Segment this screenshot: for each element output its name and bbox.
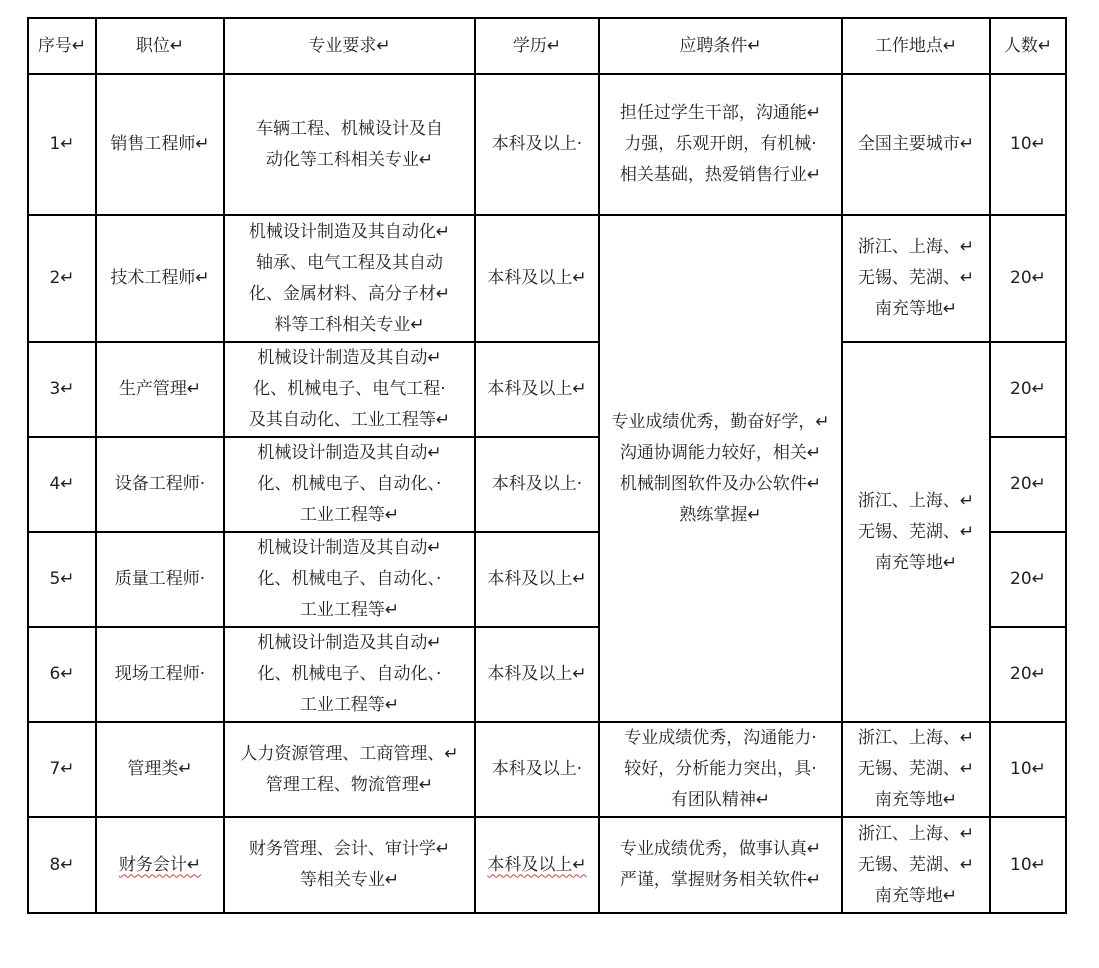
spellcheck-underlined-text: 本科及以上↵ (487, 854, 587, 875)
cell-no: 1↵ (28, 74, 96, 215)
cell-major: 机械设计制造及其自动↵ 化、机械电子、自动化、· 工业工程等↵ (224, 437, 475, 532)
cell-count: 10↵ (990, 722, 1066, 817)
cell-count: 20↵ (990, 342, 1066, 437)
cell-education: 本科及以上· (475, 722, 599, 817)
cell-position: 销售工程师↵ (96, 74, 224, 215)
cell-location: 浙江、上海、↵ 无锡、芜湖、↵ 南充等地↵ (842, 722, 990, 817)
table-row (28, 722, 1066, 817)
cell-location-shared: 浙江、上海、↵ 无锡、芜湖、↵ 南充等地↵ (842, 342, 990, 722)
spellcheck-underlined-text: 财务会计↵ (118, 854, 202, 875)
cell-position: 设备工程师· (96, 437, 224, 532)
table-row (28, 817, 1066, 913)
cell-no: 3↵ (28, 342, 96, 437)
cell-position: 质量工程师· (96, 532, 224, 627)
cell-location: 浙江、上海、↵ 无锡、芜湖、↵ 南充等地↵ (842, 215, 990, 342)
cell-no: 6↵ (28, 627, 96, 722)
cell-count: 20↵ (990, 215, 1066, 342)
cell-education: 本科及以上· (475, 74, 599, 215)
cell-no: 7↵ (28, 722, 96, 817)
cell-major: 财务管理、会计、审计学↵ 等相关专业↵ (224, 817, 475, 913)
recruitment-table (27, 17, 1067, 914)
cell-no: 2↵ (28, 215, 96, 342)
header-location: 工作地点↵ (842, 18, 990, 74)
header-position: 职位↵ (96, 18, 224, 74)
cell-conditions-shared: 专业成绩优秀，勤奋好学，↵ 沟通协调能力较好，相关↵ 机械制图软件及办公软件↵ 熟练掌握↵ (599, 215, 842, 722)
cell-no: 4↵ (28, 437, 96, 532)
cell-major: 机械设计制造及其自动↵ 化、机械电子、自动化、· 工业工程等↵ (224, 627, 475, 722)
cell-count: 20↵ (990, 532, 1066, 627)
cell-major: 车辆工程、机械设计及自 动化等工科相关专业↵ (224, 74, 475, 215)
cell-education: 本科及以上· (475, 437, 599, 532)
header-conditions: 应聘条件↵ (599, 18, 842, 74)
cell-position (96, 817, 224, 913)
cell-conditions: 专业成绩优秀，沟通能力· 较好，分析能力突出，具· 有团队精神↵ (599, 722, 842, 817)
table-row (28, 74, 1066, 215)
cell-education (475, 817, 599, 913)
cell-education: 本科及以上↵ (475, 215, 599, 342)
header-count: 人数↵ (990, 18, 1066, 74)
cell-location: 全国主要城市↵ (842, 74, 990, 215)
cell-position: 管理类↵ (96, 722, 224, 817)
cell-major: 机械设计制造及其自动↵ 化、机械电子、自动化、· 工业工程等↵ (224, 532, 475, 627)
cell-no: 5↵ (28, 532, 96, 627)
cell-conditions: 担任过学生干部，沟通能↵ 力强，乐观开朗，有机械· 相关基础，热爱销售行业↵ (599, 74, 842, 215)
header-no: 序号↵ (28, 18, 96, 74)
cell-education: 本科及以上↵ (475, 627, 599, 722)
cell-count: 20↵ (990, 627, 1066, 722)
cell-major: 机械设计制造及其自动↵ 化、机械电子、电气工程· 及其自动化、工业工程等↵ (224, 342, 475, 437)
cell-major: 人力资源管理、工商管理、↵ 管理工程、物流管理↵ (224, 722, 475, 817)
cell-no: 8↵ (28, 817, 96, 913)
table-row (28, 215, 1066, 342)
cell-major: 机械设计制造及其自动化↵ 轴承、电气工程及其自动 化、金属材料、高分子材↵ 料等工科相关专业↵ (224, 215, 475, 342)
cell-count: 20↵ (990, 437, 1066, 532)
header-major: 专业要求↵ (224, 18, 475, 74)
cell-position: 生产管理↵ (96, 342, 224, 437)
cell-position: 技术工程师↵ (96, 215, 224, 342)
header-education: 学历↵ (475, 18, 599, 74)
table-row (28, 342, 1066, 437)
cell-conditions: 专业成绩优秀，做事认真↵ 严谨，掌握财务相关软件↵ (599, 817, 842, 913)
table-header-row (28, 18, 1066, 74)
cell-location: 浙江、上海、↵ 无锡、芜湖、↵ 南充等地↵ (842, 817, 990, 913)
cell-count: 10↵ (990, 74, 1066, 215)
cell-education: 本科及以上↵ (475, 342, 599, 437)
cell-count: 10↵ (990, 817, 1066, 913)
cell-education: 本科及以上↵ (475, 532, 599, 627)
cell-position: 现场工程师· (96, 627, 224, 722)
